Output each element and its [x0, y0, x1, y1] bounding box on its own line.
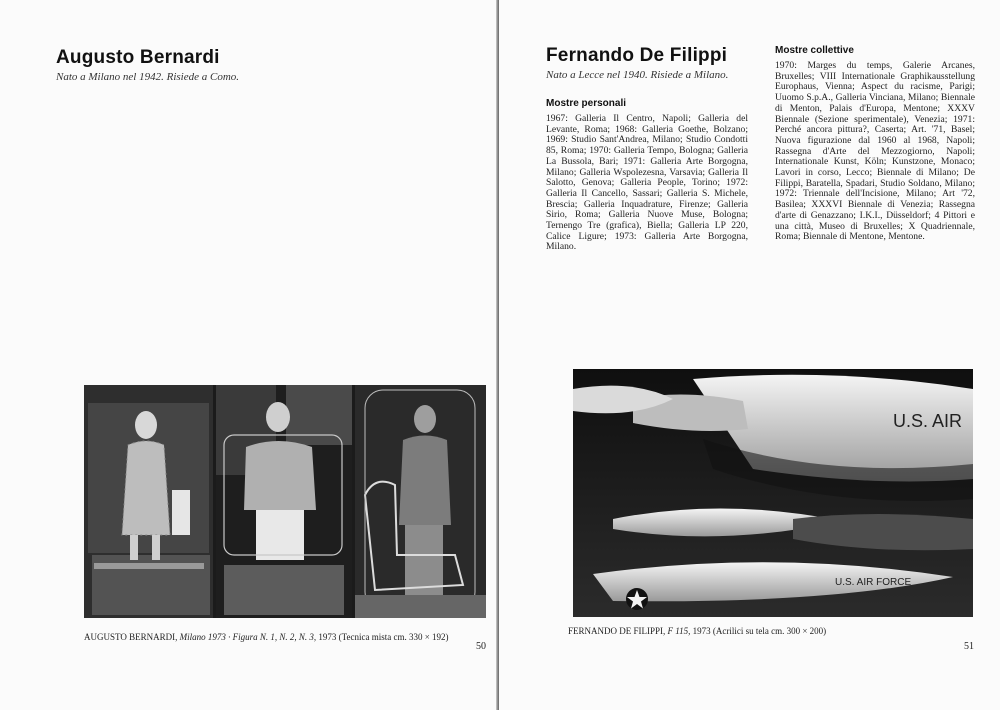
artwork-caption-de-filippi [568, 626, 826, 636]
artist-name-de-filippi: Fernando De Filippi [546, 45, 728, 66]
personal-exhibitions-text: 1967: Galleria Il Centro, Napoli; Galleria del Levante, Roma; 1968: Galleria Goethe, Bolzano; 1969: Studio Sant'Andrea, Milano; Studio Condotti 85, Roma; 1970: Galleria Tempo, Bologna; Galleria La Bussola, Bari; 1971: Galleria Arte Borgogna, Milano; Galleria Wspolezesna, Varsavia; Galleria Il Salotto, Genova; Galleria People, Torino; 1972: Galleria Il Cancello, Sassari; Galleria S. Michele, Brescia; Galleria Inquadrature, Firenze; Galleria Sirio, Roma; Galleria Nuove Muse, Bologna; Ternengo Tre (grafica), Biella; Galleria LP 220, Calice Ligure; 1973: Galleria Arte Borgogna, Milano. [546, 113, 748, 253]
artist-bio-de-filippi: Nato a Lecce nel 1940. Risiede a Milano. [546, 69, 729, 81]
caption-title: F 115, [667, 626, 691, 636]
caption-details: 1973 (Acrilici su tela cm. 300 × 200) [692, 626, 827, 636]
artwork-photo-de-filippi [573, 369, 973, 617]
artist-bio-bernardi: Nato a Milano nel 1942. Risiede a Como. [56, 71, 240, 83]
page-number-right: 51 [964, 641, 974, 652]
page-number-left: 50 [476, 641, 486, 652]
collage-panel-3 [355, 385, 486, 618]
caption-title: Milano 1973 · Figura N. 1, N. 2, N. 3, [179, 632, 317, 642]
artwork-caption-bernardi [84, 632, 449, 642]
left-page [0, 0, 497, 710]
artwork-photo-bernardi [84, 385, 486, 618]
usair-label-bottom: U.S. AIR FORCE [835, 577, 912, 588]
caption-details: 1973 (Tecnica mista cm. 330 × 192) [318, 632, 449, 642]
section-heading-group: Mostre collettive [775, 45, 854, 56]
group-exhibitions-text: 1970: Marges du temps, Galerie Arcanes, Bruxelles; VIII Internationale Graphikausstellung Europhaus, Vienna; Aspect du racisme, Parigi; Uuomo S.p.A., Galleria Vinciana, Milano; Biennale di Menton, Palais d'Europa, Mentone; XXXV Biennale (Sezione sperimentale), Venezia; 1971: Perché ancora pittura?, Caserta; Art. '71, Basel; Nuova figurazione dal 1960 al 1968, Napoli; Rassegna d'Arte del Mezzogiorno, Napoli; Internationale Kunst, Köln; Kunstzone, Monaco; Lavori in corso, Lecco; Biennale di Milano; De Filippi, Baratella, Spadari, Studio Soldano, Milano; 1972: Triennale dell'Incisione, Milano; Art '72, Basilea; XXXVI Biennale di Venezia; Rassegna d'arte di Genazzano; I.K.I., Düsseldorf; 4 Pittori e una città, Museo di Bruxelles; X Quadriennale, Roma; Biennale di Mentone, Mentone. [775, 60, 975, 243]
caption-artist: FERNANDO DE FILIPPI, [568, 626, 666, 636]
artist-name-bernardi: Augusto Bernardi [56, 47, 220, 68]
caption-artist: AUGUSTO BERNARDI, [84, 632, 178, 642]
section-heading-personal: Mostre personali [546, 98, 627, 109]
collage-panel-1 [84, 385, 213, 618]
collage-panel-2 [216, 385, 352, 618]
usair-label-top: U.S. AIR [893, 411, 963, 431]
